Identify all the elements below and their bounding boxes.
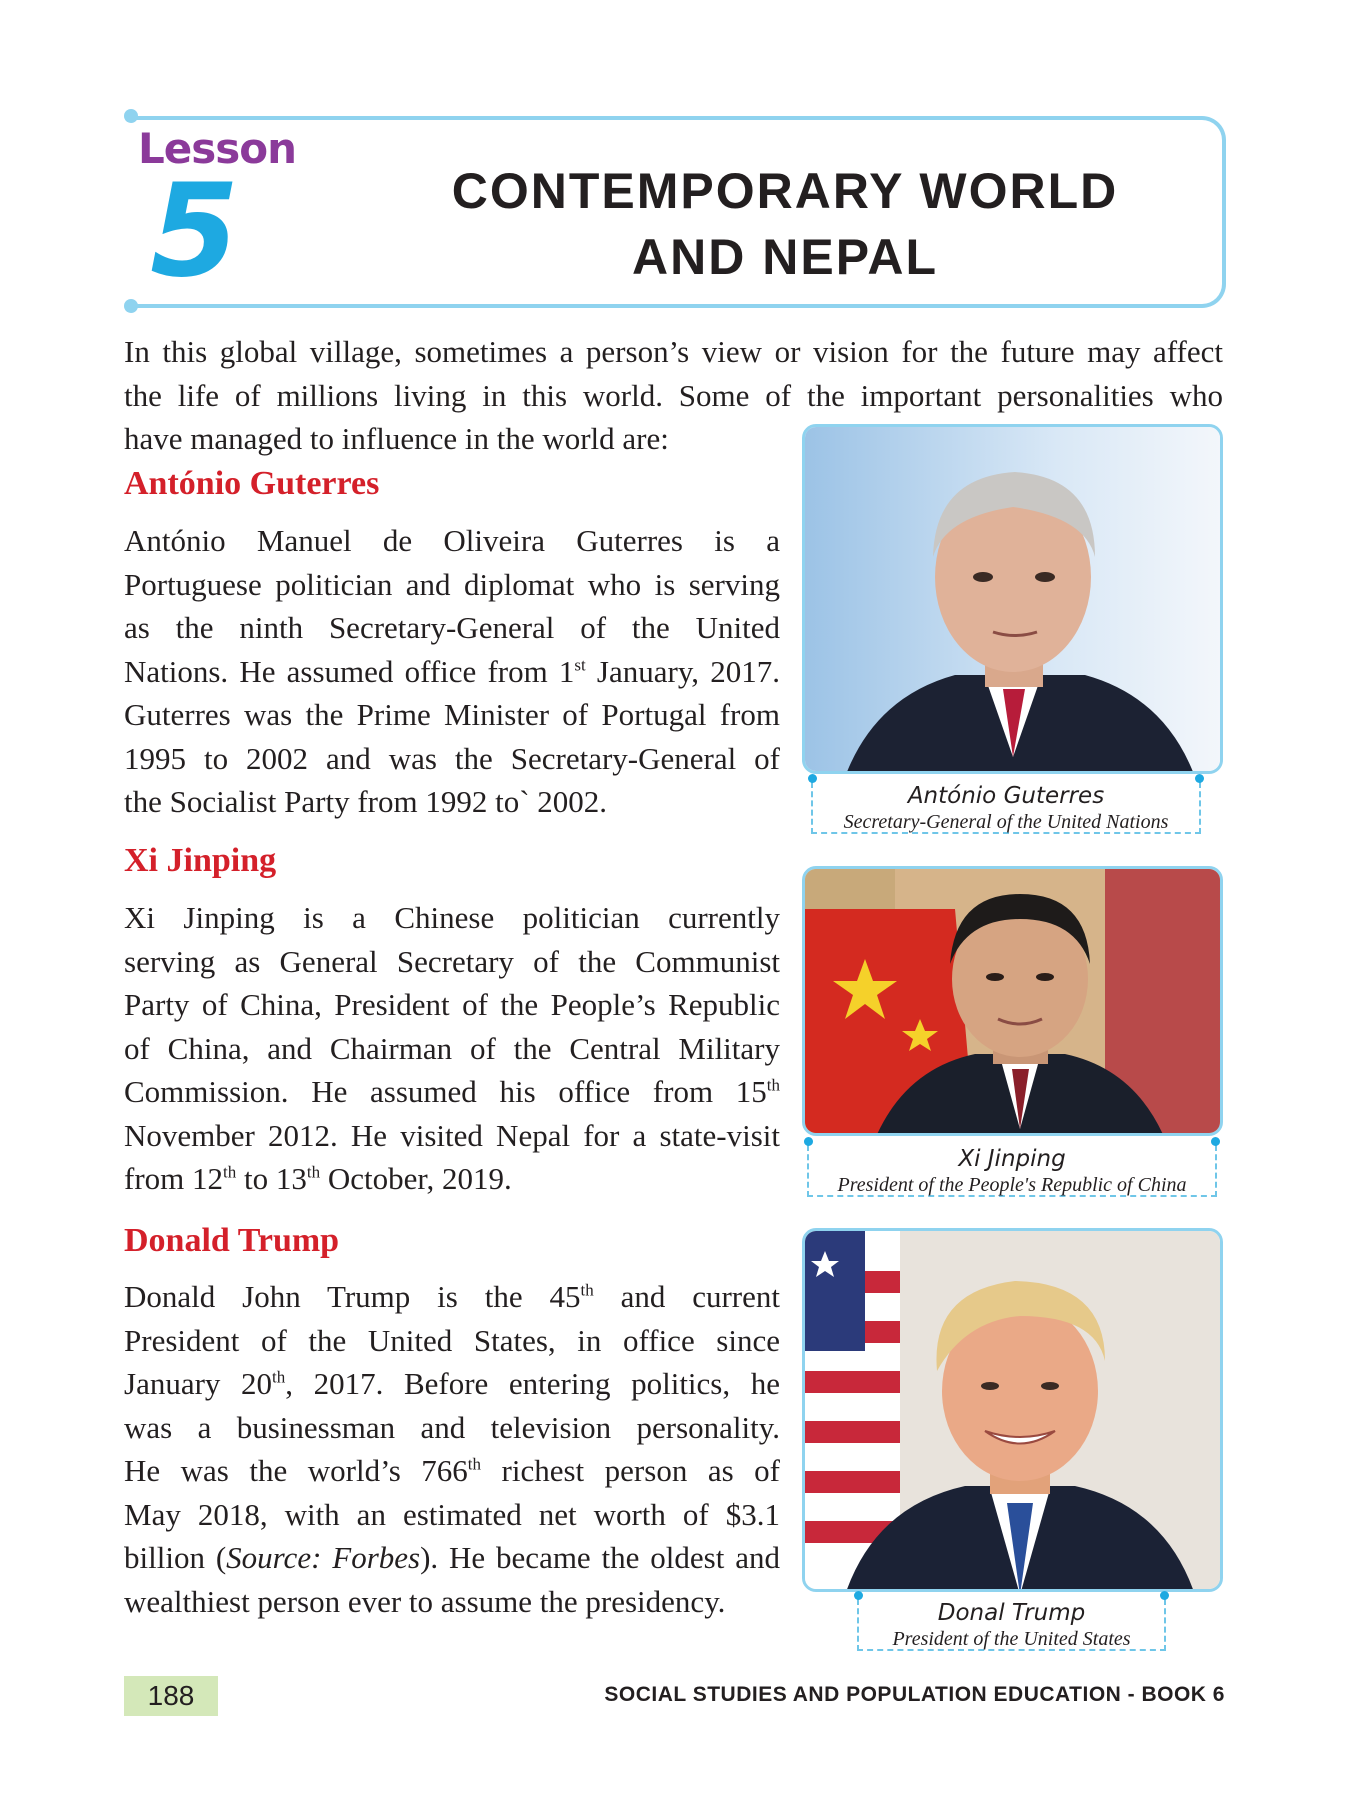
text-fragment: October, 2019.	[320, 1161, 512, 1196]
text-line	[124, 650, 780, 694]
superscript: th	[223, 1162, 237, 1182]
intro-line: the life of millions living in this world. Some of the important personalities who	[124, 377, 1223, 413]
text-line: as the ninth Secretary-General of the United	[124, 610, 780, 645]
caption-role: President of the People's Republic of China	[837, 1174, 1187, 1196]
superscript: th	[306, 1162, 321, 1182]
text-fragment: January, 2017.	[585, 653, 780, 689]
text-line: November 2012. He visited Nepal for a state-visit	[124, 1117, 780, 1153]
text-line: Party of China, President of the People’s Republic	[124, 987, 780, 1022]
portrait-xi-image	[805, 869, 1223, 1136]
caption-guterres	[811, 782, 1201, 834]
footer-book-title: SOCIAL STUDIES AND POPULATION EDUCATION - BOOK 6	[604, 1683, 1225, 1706]
text-fragment: to 13	[236, 1161, 307, 1196]
text-line: Guterres was the Prime Minister of Portugal from	[124, 697, 780, 732]
caption-name: Donal Trump	[937, 1600, 1086, 1626]
text-fragment: Commission. He assumed his office from 15	[124, 1074, 767, 1109]
text-line	[124, 1362, 780, 1406]
text-line	[124, 1536, 780, 1580]
caption-name: Xi Jinping	[958, 1146, 1066, 1172]
text-line: was a businessman and television personality.	[124, 1409, 780, 1445]
text-line	[124, 1275, 780, 1319]
intro-line: In this global village, sometimes a person’s view or vision for the future may affect	[124, 334, 1223, 369]
portrait-guterres-image	[805, 427, 1223, 774]
caption-name: António Guterres	[907, 783, 1105, 809]
frame-dot-bottom	[124, 299, 138, 313]
text-fragment: January 20	[124, 1366, 273, 1401]
title-line-2: AND NEPAL	[632, 229, 938, 285]
lesson-number: 5	[150, 157, 240, 306]
text-fragment: from 12	[124, 1161, 224, 1196]
text-line: May 2018, with an estimated net worth of $3.1	[124, 1496, 780, 1532]
text-line: wealthiest person ever to assume the presidency.	[124, 1583, 726, 1619]
caption-dot	[854, 1591, 863, 1600]
text-line: the Socialist Party from 1992 to` 2002.	[124, 784, 608, 819]
text-line: of China, and Chairman of the Central Military	[124, 1030, 780, 1066]
text-line	[124, 1449, 780, 1493]
caption-dot	[804, 1137, 813, 1146]
page-number: 188	[124, 1676, 218, 1716]
text-fragment: , 2017. Before entering politics, he	[285, 1366, 780, 1401]
caption-dot	[1160, 1591, 1169, 1600]
heading-trump: Donald Trump	[124, 1222, 340, 1259]
text-fragment: He was the world’s 766	[124, 1453, 468, 1488]
intro-line: have managed to influence in the world are:	[124, 421, 669, 456]
frame-dot-top	[124, 109, 138, 123]
title-line-1: CONTEMPORARY WORLD	[451, 163, 1119, 219]
heading-guterres: António Guterres	[124, 465, 380, 502]
superscript: th	[580, 1280, 594, 1300]
caption-dot	[808, 774, 817, 783]
text-line: Portuguese politician and diplomat who is serving	[124, 566, 780, 602]
paragraph-xi	[124, 896, 780, 1201]
text-fragment: ). He became the oldest and	[420, 1540, 780, 1575]
photo-guterres	[802, 424, 1223, 774]
caption-trump	[857, 1599, 1166, 1651]
superscript: th	[272, 1367, 286, 1387]
superscript: th	[467, 1454, 482, 1474]
heading-xi: Xi Jinping	[124, 842, 277, 879]
caption-role: Secretary-General of the United Nations	[843, 811, 1169, 833]
text-fragment: richest person as of	[481, 1453, 780, 1488]
paragraph-trump	[124, 1275, 780, 1623]
text-line: President of the United States, in office since	[124, 1322, 780, 1358]
caption-dot	[1195, 774, 1204, 783]
portrait-trump-image	[805, 1231, 1223, 1592]
text-line: António Manuel de Oliveira Guterres is a	[124, 523, 780, 558]
caption-xi	[807, 1145, 1217, 1197]
text-fragment: and current	[593, 1279, 780, 1314]
lesson-label: Lesson	[138, 124, 297, 173]
text-line: Xi Jinping is a Chinese politician currently	[124, 900, 780, 935]
text-fragment: billion (	[124, 1540, 227, 1575]
source-citation: Source: Forbes	[226, 1540, 421, 1575]
superscript: st	[574, 655, 586, 675]
superscript: th	[766, 1075, 780, 1095]
text-fragment: Nations. He assumed office from 1	[124, 653, 575, 689]
text-line: 1995 to 2002 and was the Secretary-General of	[124, 740, 780, 776]
page-title	[380, 158, 1190, 290]
paragraph-guterres	[124, 519, 780, 824]
text-line	[124, 1070, 780, 1114]
photo-trump	[802, 1228, 1223, 1592]
caption-dot	[1211, 1137, 1220, 1146]
text-line: serving as General Secretary of the Communist	[124, 943, 780, 979]
caption-role: President of the United States	[892, 1628, 1131, 1650]
text-fragment: Donald John Trump is the 45	[124, 1279, 581, 1314]
text-line	[124, 1157, 780, 1201]
photo-xi	[802, 866, 1223, 1136]
